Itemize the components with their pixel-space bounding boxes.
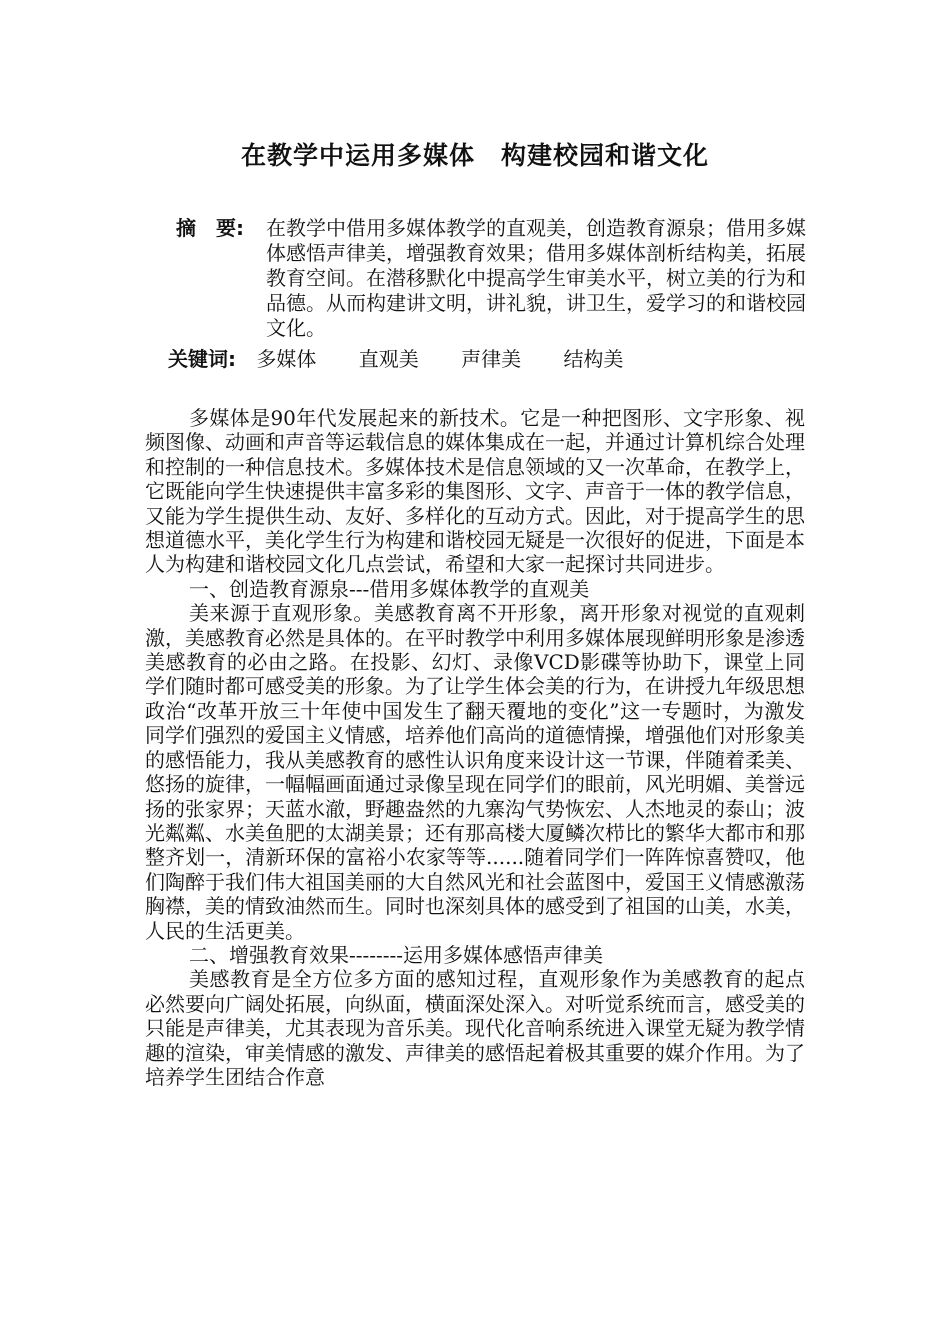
- section-paragraph-1: 美来源于直观形象。美感教育离不开形象，离开形象对视觉的直观刺激，美感教育必然是具体的。在平时教学中利用多媒体展现鲜明形象是渗透美感教育的必由之路。在投影、幻灯、录像VCD影碟等协助下，课堂上同学们随时都可感受美的形象。为了让学生体会美的行为，在讲授九年级思想政治“改革开放三十年使中国发生了翻天覆地的变化”这一专题时，为激发同学们强烈的爱国主义情感，培养他们高尚的道德情操，增强他们对形象美的感悟能力，我从美感教育的感性认识角度来设计这一节课，伴随着柔美、悠扬的旋律，一幅幅画面通过录像呈现在同学们的眼前，风光明媚、美誉远扬的张家界；天蓝水澈，野趣盎然的九寨沟气势恢宏、人杰地灵的泰山；波光粼粼、水美鱼肥的太湖美景；还有那高楼大厦鳞次栉比的繁华大都市和那整齐划一，清新环保的富裕小农家等等......随着同学们一阵阵惊喜赞叹，他们陶醉于我们伟大祖国美丽的大自然风光和社会蓝图中，爱国王义情感激荡胸襟，美的情致油然而生。同时也深刻具体的感受到了祖国的山美，水美，人民的生活更美。: [145, 601, 805, 943]
- keyword-item: 直观美: [358, 347, 419, 371]
- abstract-text: 在教学中借用多媒体教学的直观美，创造教育源泉；借用多媒体感悟声律美，增强教育效果；借用多媒体剖析结构美，拓展教育空间。在潜移默化中提高学生审美水平，树立美的行为和品德。从而构建讲文明，讲礼貌，讲卫生，爱学习的和谐校园文化。: [266, 216, 806, 340]
- keywords-section: [168, 345, 645, 373]
- abstract-label: 摘 要:: [176, 216, 244, 240]
- section-heading-1: 一、创造教育源泉---借用多媒体教学的直观美: [189, 576, 590, 601]
- body-text: [145, 406, 805, 1089]
- keyword-item: 结构美: [563, 347, 624, 371]
- document-title: 在教学中运用多媒体 构建校园和谐文化: [240, 141, 709, 170]
- keyword-item: 多媒体: [256, 347, 317, 371]
- section-paragraph-2: 美感教育是全方位多方面的感知过程，直观形象作为美感教育的起点必然要向广阔处拓展，向纵面，横面深处深入。对听觉系统而言，感受美的只能是声律美，尤其表现为音乐美。现代化音响系统进入课堂无疑为教学情趣的渲染，审美情感的激发、声律美的感悟起着极其重要的媒介作用。为了培养学生团结合作意: [145, 967, 805, 1089]
- section-heading-2: 二、增强教育效果--------运用多媒体感悟声律美: [189, 942, 604, 967]
- keywords-label: 关键词:: [168, 347, 236, 371]
- intro-paragraph: 多媒体是90年代发展起来的新技术。它是一种把图形、文字形象、视频图像、动画和声音等运载信息的媒体集成在一起，并通过计算机综合处理和控制的一种信息技术。多媒体技术是信息领域的又一次革命，在教学上，它既能向学生快速提供丰富多彩的集图形、文字、声音于一体的教学信息，又能为学生提供生动、友好、多样化的互动方式。因此，对于提高学生的思想道德水平，美化学生行为构建和谐校园无疑是一次很好的促进，下面是本人为构建和谐校园文化几点尝试，希望和大家一起探讨共同进步。: [145, 406, 805, 577]
- keyword-item: 声律美: [461, 347, 522, 371]
